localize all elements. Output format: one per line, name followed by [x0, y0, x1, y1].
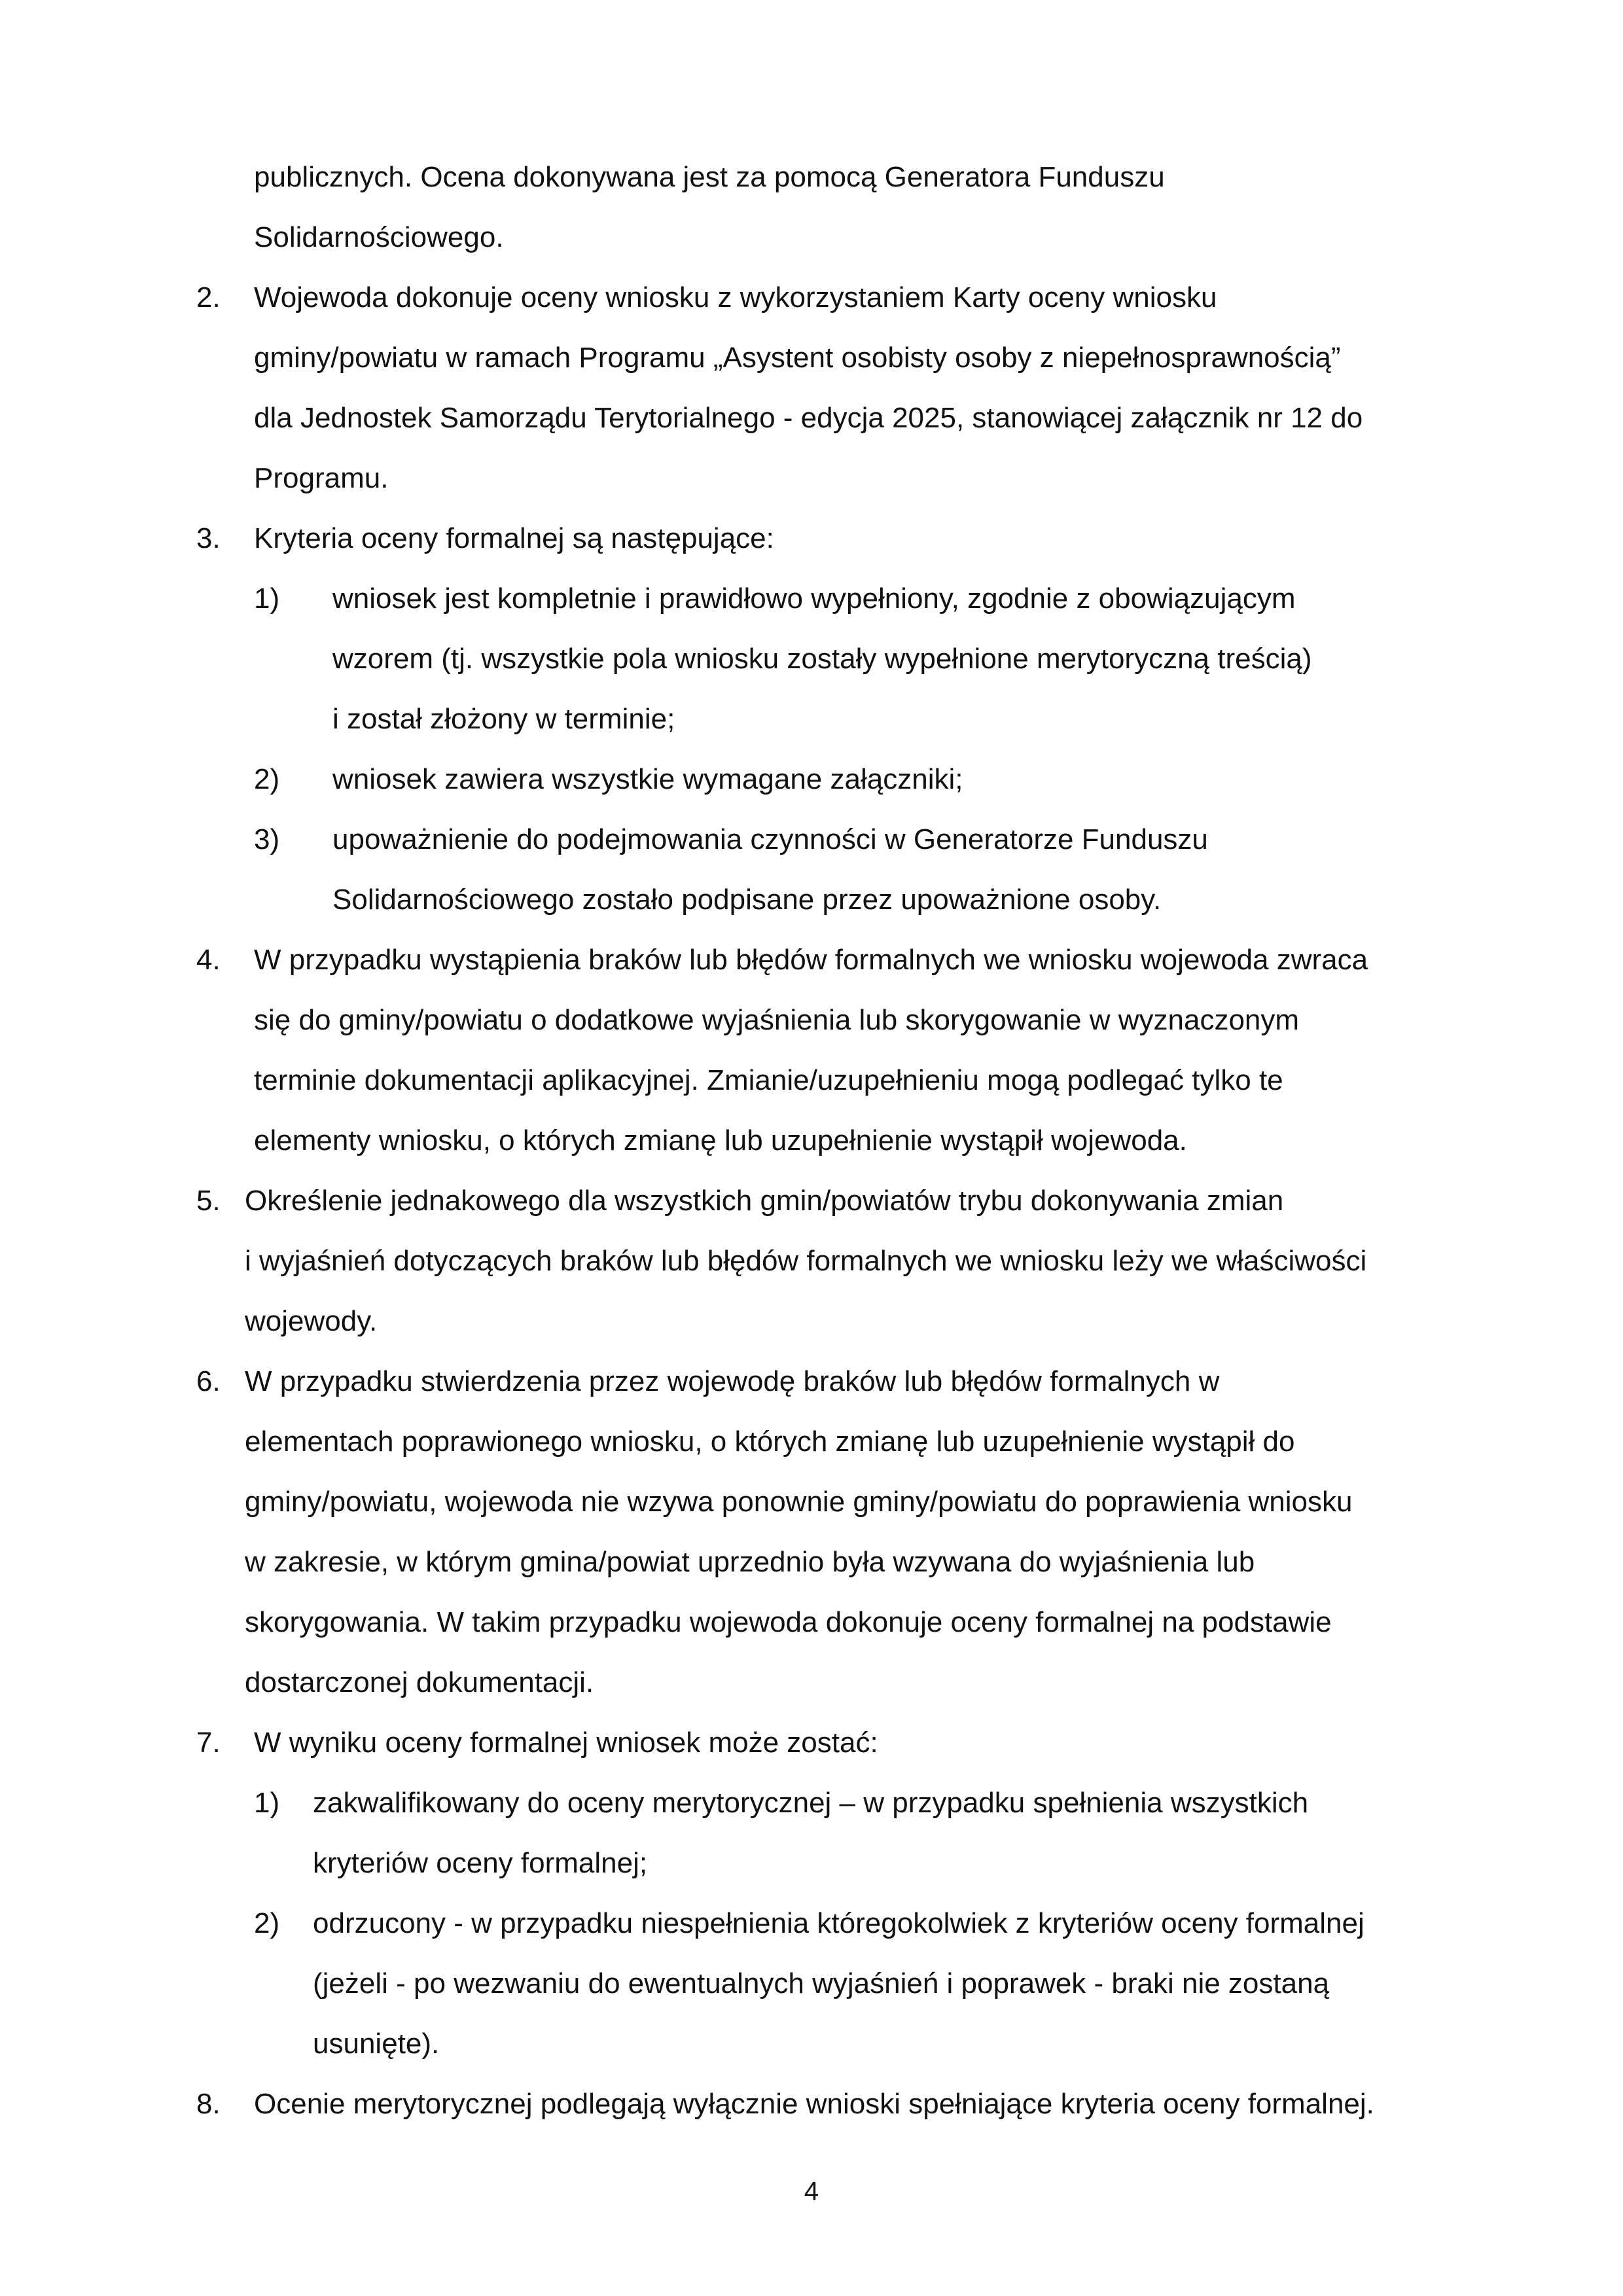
text-line: w zakresie, w którym gmina/powiat uprzednio była wzywana do wyjaśnienia lub — [245, 1546, 1255, 1578]
text-line: Programu. — [254, 462, 389, 494]
text-line: dla Jednostek Samorządu Terytorialnego - edycja 2025, stanowiącej załącznik nr 12 do — [254, 402, 1363, 434]
list-number: 8. — [196, 2088, 221, 2120]
list-number: 4. — [196, 944, 221, 976]
text-line: Ocenie merytorycznej podlegają wyłącznie wnioski spełniające kryteria oceny formalnej. — [254, 2088, 1374, 2120]
text-line: elementach poprawionego wniosku, o których zmianę lub uzupełnienie wystąpił do — [245, 1426, 1295, 1458]
sub-item-3-3 — [254, 810, 1453, 930]
list-item-5 — [196, 1171, 1453, 1352]
list-number: 3. — [196, 522, 221, 554]
text-line: i wyjaśnień dotyczących braków lub błędów formalnych we wniosku leży we właściwości — [245, 1245, 1367, 1277]
text-line: wniosek jest kompletnie i prawidłowo wypełniony, zgodnie z obowiązującym — [332, 583, 1296, 615]
text-line: usunięte). — [313, 2028, 440, 2060]
text-line: terminie dokumentacji aplikacyjnej. Zmianie/uzupełnieniu mogą podlegać tylko te — [254, 1064, 1283, 1096]
sub-number: 2) — [254, 1907, 280, 1939]
list-number: 7. — [196, 1727, 221, 1759]
sub-item-3-2 — [254, 749, 1453, 810]
list-item-6 — [196, 1352, 1453, 1713]
text-line: upoważnienie do podejmowania czynności w Generatorze Funduszu — [332, 823, 1208, 855]
text-line: W przypadku stwierdzenia przez wojewodę braków lub błędów formalnych w — [245, 1365, 1220, 1397]
sub-item-7-2 — [254, 1893, 1453, 2074]
document-body — [196, 147, 1453, 2134]
text-line: (jeżeli - po wezwaniu do ewentualnych wyjaśnień i poprawek - braki nie zostaną — [313, 1967, 1330, 2000]
sub-item-7-1 — [254, 1773, 1453, 1893]
text-line: gminy/powiatu w ramach Programu „Asystent osobisty osoby z niepełnosprawnością” — [254, 342, 1341, 374]
text-line: wojewody. — [245, 1305, 378, 1337]
sub-number: 1) — [254, 1787, 280, 1819]
text-line: elementy wniosku, o których zmianę lub uzupełnienie wystąpił wojewoda. — [254, 1124, 1187, 1157]
text-line: wniosek zawiera wszystkie wymagane załączniki; — [332, 763, 963, 795]
sub-number: 2) — [254, 763, 280, 795]
list-number: 5. — [196, 1185, 221, 1217]
text-line: zakwalifikowany do oceny merytorycznej – w przypadku spełnienia wszystkich — [313, 1787, 1309, 1819]
text-line: W przypadku wystąpienia braków lub błędów formalnych we wniosku wojewoda zwraca — [254, 944, 1368, 976]
text-line: skorygowania. W takim przypadku wojewoda dokonuje oceny formalnej na podstawie — [245, 1606, 1332, 1638]
text-line: Wojewoda dokonuje oceny wniosku z wykorzystaniem Karty oceny wniosku — [254, 281, 1217, 314]
page-number: 4 — [804, 2177, 819, 2206]
text-line: się do gminy/powiatu o dodatkowe wyjaśnienia lub skorygowanie w wyznaczonym — [254, 1004, 1300, 1036]
text-line: odrzucony - w przypadku niespełnienia któregokolwiek z kryteriów oceny formalnej — [313, 1907, 1364, 1939]
list-number: 6. — [196, 1365, 221, 1397]
sub-number: 1) — [254, 583, 280, 615]
list-number: 2. — [196, 281, 221, 314]
list-item-8 — [196, 2074, 1453, 2134]
list-item-3 — [196, 509, 1453, 569]
text-line: W wyniku oceny formalnej wniosek może zostać: — [254, 1727, 878, 1759]
text-line: Kryteria oceny formalnej są następujące: — [254, 522, 774, 554]
text-line: i został złożony w terminie; — [332, 703, 675, 735]
list-item-2 — [196, 268, 1453, 509]
text-line: Solidarnościowego zostało podpisane przez upoważnione osoby. — [332, 884, 1162, 916]
text-line: wzorem (tj. wszystkie pola wniosku zostały wypełnione merytoryczną treścią) — [332, 643, 1312, 675]
text-line: Określenie jednakowego dla wszystkich gmin/powiatów trybu dokonywania zmian — [245, 1185, 1284, 1217]
sub-item-3-1 — [254, 569, 1453, 749]
text-line: Solidarnościowego. — [254, 221, 504, 253]
continuation-paragraph — [254, 147, 1453, 268]
list-item-4 — [196, 930, 1453, 1171]
text-line: gminy/powiatu, wojewoda nie wzywa ponownie gminy/powiatu do poprawienia wniosku — [245, 1486, 1353, 1518]
list-item-7 — [196, 1713, 1453, 1773]
text-line: kryteriów oceny formalnej; — [313, 1847, 648, 1879]
text-line: dostarczonej dokumentacji. — [245, 1666, 594, 1698]
sub-number: 3) — [254, 823, 280, 855]
text-line: publicznych. Ocena dokonywana jest za pomocą Generatora Funduszu — [254, 161, 1165, 193]
